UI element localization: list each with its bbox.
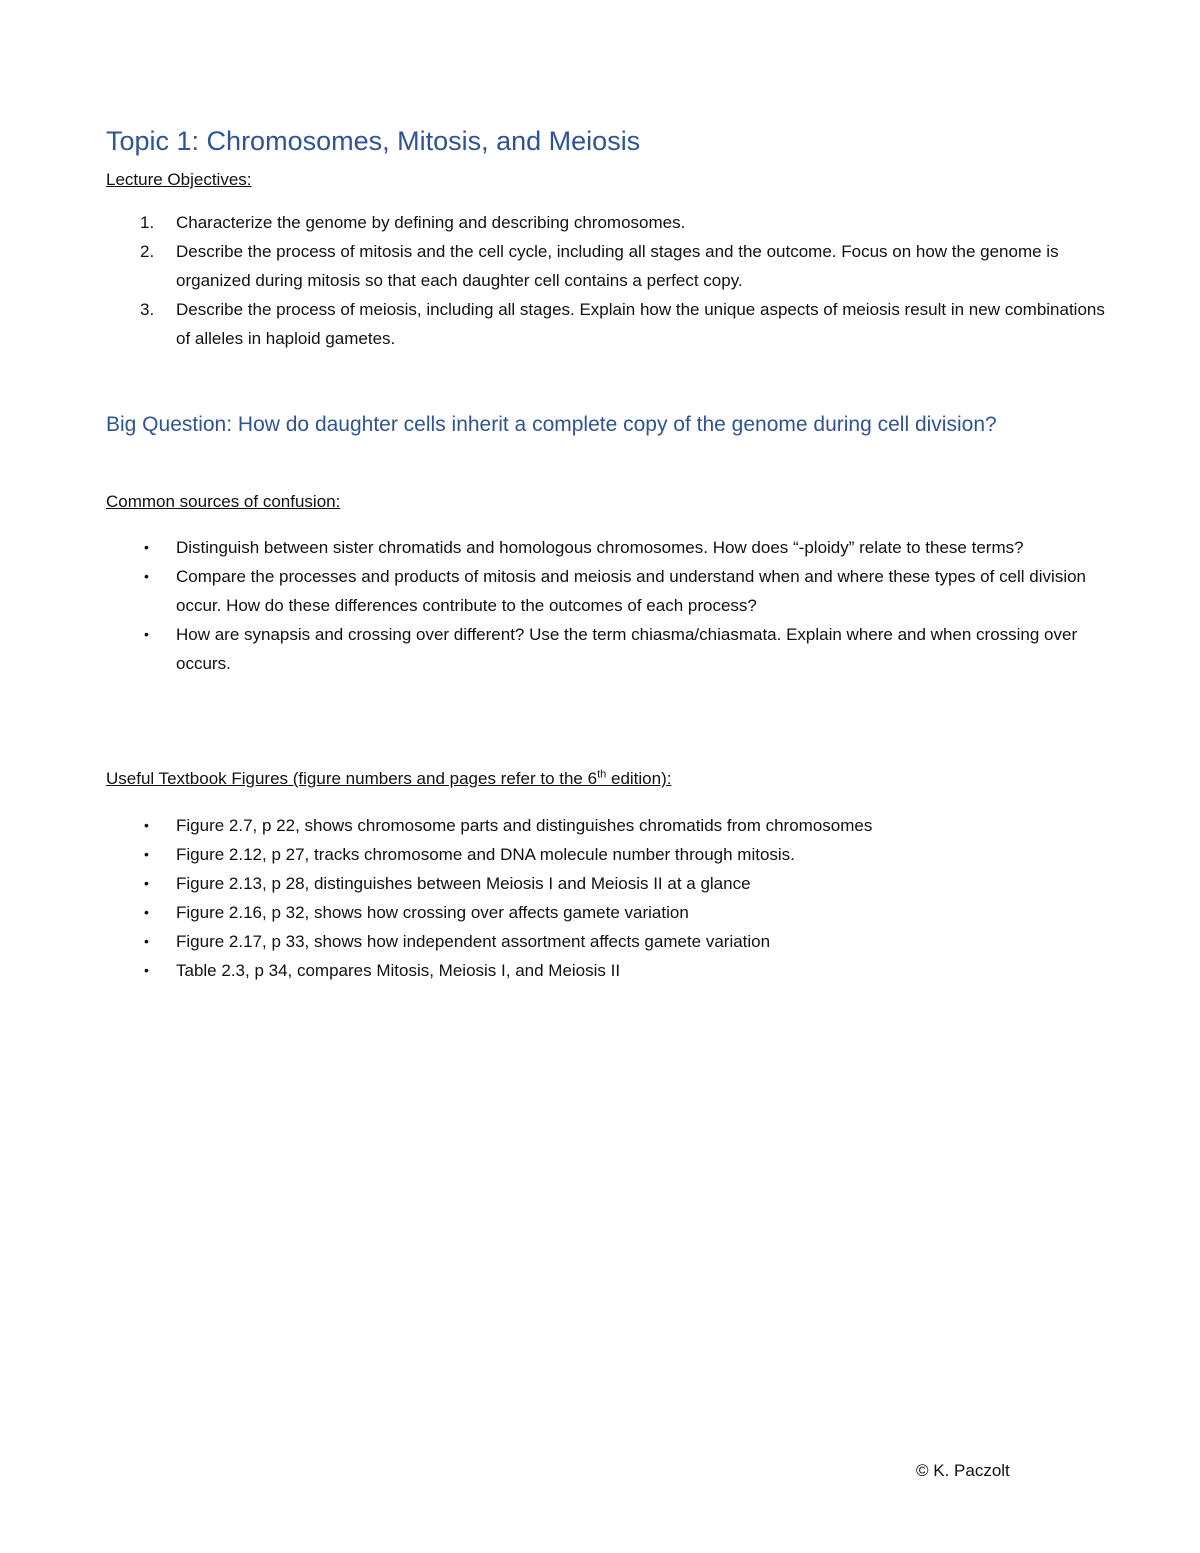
figure-text: Table 2.3, p 34, compares Mitosis, Meiosis I, and Meiosis II — [176, 961, 621, 980]
figure-text: Figure 2.7, p 22, shows chromosome parts and distinguishes chromatids from chromosomes — [176, 816, 873, 835]
confusion-item — [106, 533, 1106, 562]
objective-text: Describe the process of meiosis, including all stages. Explain how the unique aspects of meiosis result in new combinations of alleles in haploid gametes. — [176, 300, 1105, 348]
figures-list — [106, 811, 1106, 985]
objective-item — [106, 237, 1106, 295]
figures-heading-superscript: th — [597, 768, 607, 781]
figure-item — [106, 869, 1106, 898]
objectives-heading: Lecture Objectives: — [106, 170, 252, 189]
objective-number: 2. — [140, 242, 155, 261]
big-question: Big Question: How do daughter cells inherit a complete copy of the genome during cell division? — [106, 413, 997, 436]
figures-heading — [106, 769, 671, 789]
bullet-icon: • — [144, 933, 149, 949]
page-title: Topic 1: Chromosomes, Mitosis, and Meiosis — [106, 126, 641, 156]
confusion-item — [106, 562, 1106, 620]
figure-text: Figure 2.17, p 33, shows how independent assortment affects gamete variation — [176, 932, 771, 951]
figure-item — [106, 927, 1106, 956]
objective-text: Characterize the genome by defining and describing chromosomes. — [176, 213, 686, 232]
bullet-icon: • — [144, 904, 149, 920]
figure-text: Figure 2.13, p 28, distinguishes between Meiosis I and Meiosis II at a glance — [176, 874, 751, 893]
objectives-list — [106, 208, 1106, 353]
confusion-list — [106, 533, 1106, 678]
objective-number: 1. — [140, 213, 155, 232]
objective-text: Describe the process of mitosis and the cell cycle, including all stages and the outcome. Focus on how the genome is organized during mitosis so that each daughter cell contains a perfect copy. — [176, 242, 1059, 290]
bullet-icon: • — [144, 846, 149, 862]
bullet-icon: • — [144, 817, 149, 833]
bullet-icon: • — [144, 962, 149, 978]
bullet-icon: • — [144, 539, 149, 555]
confusion-text: Compare the processes and products of mitosis and meiosis and understand when and where these types of cell division occur. How do these differences contribute to the outcomes of each process? — [176, 567, 1087, 615]
figure-text: Figure 2.16, p 32, shows how crossing over affects gamete variation — [176, 903, 689, 922]
figures-heading-text-end: edition): — [606, 769, 672, 788]
bullet-icon: • — [144, 568, 149, 584]
objective-item — [106, 295, 1106, 353]
objective-item — [106, 208, 1106, 237]
bullet-icon: • — [144, 875, 149, 891]
figure-item — [106, 811, 1106, 840]
figure-item — [106, 840, 1106, 869]
figure-text: Figure 2.12, p 27, tracks chromosome and DNA molecule number through mitosis. — [176, 845, 795, 864]
confusion-text: How are synapsis and crossing over different? Use the term chiasma/chiasmata. Explain where and when crossing over occurs. — [176, 625, 1078, 673]
figure-item — [106, 956, 1106, 985]
figure-item — [106, 898, 1106, 927]
bullet-icon: • — [144, 626, 149, 642]
objective-number: 3. — [140, 300, 155, 319]
figures-heading-text: Useful Textbook Figures (figure numbers and pages refer to the 6 — [106, 769, 598, 788]
confusion-item — [106, 620, 1106, 678]
copyright-footer: © K. Paczolt — [916, 1461, 1010, 1480]
confusion-text: Distinguish between sister chromatids and homologous chromosomes. How does “-ploidy” relate to these terms? — [176, 538, 1024, 557]
confusion-heading: Common sources of confusion: — [106, 492, 341, 511]
